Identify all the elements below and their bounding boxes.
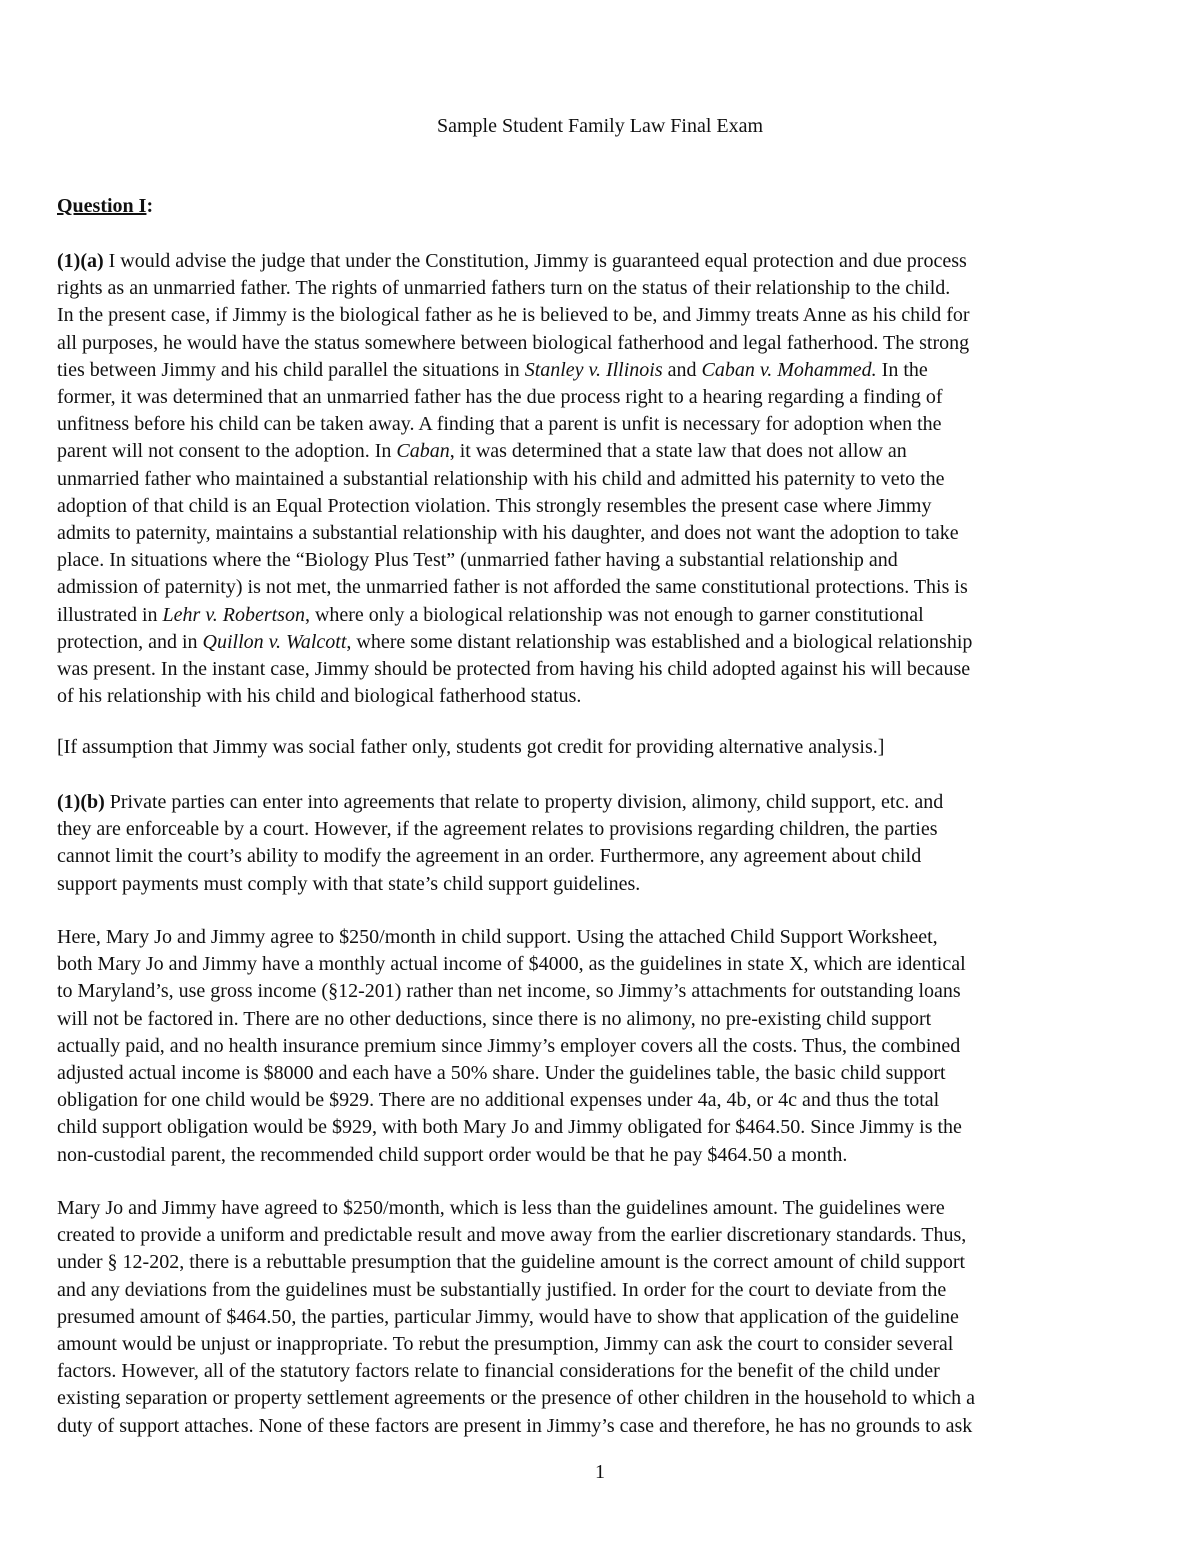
text-line: of his relationship with his child and biological fatherhood status. (57, 685, 582, 708)
question-heading-text: Question I (57, 195, 147, 217)
text-run: , where only a biological relationship was not enough to garner constitutional (304, 603, 924, 626)
text-line (57, 631, 972, 653)
text-run: , it was determined that a state law that does not allow an (449, 440, 907, 463)
text-line: under § 12-202, there is a rebuttable presumption that the guideline amount is the correct amount of child support (57, 1251, 966, 1274)
text-line: Private parties can enter into agreements that relate to property division, alimony, child support, etc. and (104, 791, 944, 813)
case-name: Caban (396, 440, 450, 463)
text-line: admission of paternity) is not met, the unmarried father is not afforded the same constitutional protections. This is (57, 576, 968, 599)
text-line (57, 440, 907, 462)
text-run: illustrated in (57, 603, 163, 626)
text-line: admits to paternity, maintains a substantial relationship with his daughter, and does not want the adoption to take (57, 522, 959, 545)
paragraph-label: (1)(a) (57, 250, 104, 272)
text-line: unmarried father who maintained a substantial relationship with his child and admitted his paternity to veto the (57, 467, 945, 490)
paragraph-worksheet (57, 924, 1147, 1169)
case-name: Caban v. Mohammed. (701, 358, 877, 381)
text-run: In the (876, 358, 928, 381)
text-line: all purposes, he would have the status somewhere between biological fatherhood and legal fatherhood. The strong (57, 331, 970, 354)
question-heading (57, 193, 153, 220)
text-line: existing separation or property settlement agreements or the presence of other children in the household to which a (57, 1387, 976, 1410)
text-line: cannot limit the court’s ability to modify the agreement in an order. Furthermore, any agreement about child (57, 845, 922, 868)
text-line: duty of support attaches. None of these factors are present in Jimmy’s case and therefore, he has no grounds to ask (57, 1414, 973, 1437)
text-line: actually paid, and no health insurance premium since Jimmy’s employer covers all the costs. Thus, the combined (57, 1034, 961, 1057)
text-line: will not be factored in. There are no other deductions, since there is no alimony, no pre-existing child support (57, 1007, 932, 1030)
text-line (57, 359, 928, 381)
text-line: created to provide a uniform and predictable result and move away from the earlier discretionary standards. Thus, (57, 1224, 967, 1247)
text-line: support payments must comply with that state’s child support guidelines. (57, 872, 641, 895)
text-run: parent will not consent to the adoption. In (57, 440, 397, 463)
text-line: I would advise the judge that under the Constitution, Jimmy is guaranteed equal protection and due process (103, 250, 967, 272)
text-line: amount would be unjust or inappropriate. To rebut the presumption, Jimmy can ask the court to consider several (57, 1333, 954, 1356)
text-line: they are enforceable by a court. However, if the agreement relates to provisions regarding children, the parties (57, 818, 938, 841)
text-run: and (662, 358, 702, 381)
text-line: Mary Jo and Jimmy have agreed to $250/month, which is less than the guidelines amount. The guidelines were (57, 1197, 945, 1219)
paragraph-label: (1)(b) (57, 791, 105, 813)
case-name: Lehr v. Robertson (162, 603, 305, 626)
text-line: and any deviations from the guidelines must be substantially justified. In order for the court to deviate from the (57, 1278, 947, 1301)
text-line: adjusted actual income is $8000 and each have a 50% share. Under the guidelines table, the basic child support (57, 1062, 946, 1085)
text-line: adoption of that child is an Equal Protection violation. This strongly resembles the present case where Jimmy (57, 494, 932, 517)
text-run: protection, and in (57, 630, 203, 653)
paragraph-note (57, 734, 1147, 761)
text-line: Here, Mary Jo and Jimmy agree to $250/month in child support. Using the attached Child Support Worksheet, (57, 926, 938, 948)
text-line: rights as an unmarried father. The rights of unmarried fathers turn on the status of their relationship to the child. (57, 277, 951, 300)
text-line: place. In situations where the “Biology Plus Test” (unmarried father having a substantial relationship and (57, 549, 898, 572)
text-line: unfitness before his child can be taken away. A finding that a parent is unfit is necessary for adoption when the (57, 413, 942, 436)
text-line: was present. In the instant case, Jimmy should be protected from having his child adopted against his will because (57, 658, 971, 681)
question-heading-suffix: : (146, 195, 154, 217)
document-title: Sample Student Family Law Final Exam (436, 115, 764, 137)
text-line: [If assumption that Jimmy was social father only, students got credit for providing alternative analysis.] (57, 736, 885, 758)
text-line: factors. However, all of the statutory factors relate to financial considerations for the benefit of the child under (57, 1360, 940, 1383)
text-line: to Maryland’s, use gross income (§12-201) rather than net income, so Jimmy’s attachments for outstanding loans (57, 980, 961, 1003)
case-name: Quillon v. Walcott (202, 630, 347, 653)
text-line: child support obligation would be $929, with both Mary Jo and Jimmy obligated for $464.50. Since Jimmy is the (57, 1116, 962, 1139)
text-line (57, 604, 924, 626)
text-run: ties between Jimmy and his child parallel the situations in (57, 358, 525, 381)
paragraph-deviation (57, 1195, 1147, 1440)
text-line: presumed amount of $464.50, the parties, particular Jimmy, would have to show that application of the guideline (57, 1305, 959, 1328)
text-line: non-custodial parent, the recommended child support order would be that he pay $464.50 a month. (57, 1143, 848, 1166)
case-name: Stanley v. Illinois (524, 358, 663, 381)
text-line: both Mary Jo and Jimmy have a monthly actual income of $4000, as the guidelines in state X, which are identical (57, 953, 966, 976)
paragraph-1a (57, 248, 1147, 710)
text-line: obligation for one child would be $929. There are no additional expenses under 4a, 4b, or 4c and thus the total (57, 1089, 940, 1112)
text-run: , where some distant relationship was established and a biological relationship (346, 630, 973, 653)
page-number: 1 (595, 1461, 605, 1483)
paragraph-1b (57, 789, 1147, 898)
text-line: former, it was determined that an unmarried father has the due process right to a hearing regarding a finding of (57, 386, 943, 409)
text-line: In the present case, if Jimmy is the biological father as he is believed to be, and Jimmy treats Anne as his child for (57, 304, 970, 327)
